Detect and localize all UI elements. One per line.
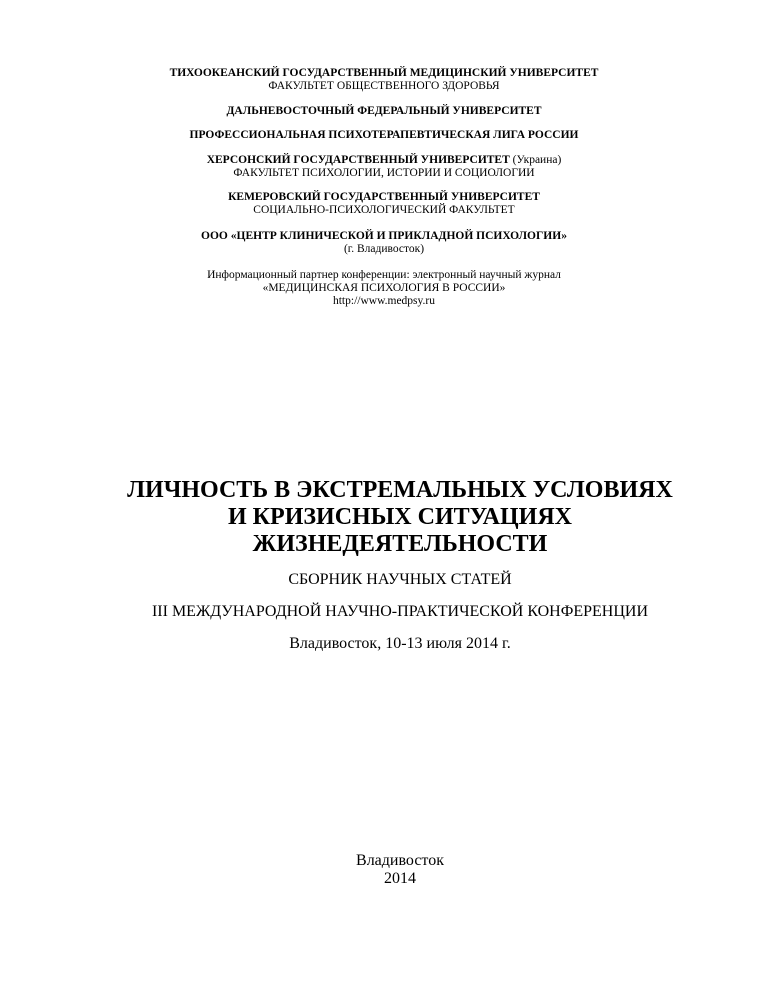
organization-faculty: ФАКУЛЬТЕТ ПСИХОЛОГИИ, ИСТОРИИ И СОЦИОЛОГИИ: [233, 167, 535, 179]
organization-block: [0, 129, 768, 142]
organization-name: [0, 154, 768, 167]
organization-name: ТИХООКЕАНСКИЙ ГОСУДАРСТВЕННЫЙ МЕДИЦИНСКИЙ УНИВЕРСИТЕТ: [169, 67, 599, 79]
book-title-line: И КРИЗИСНЫХ СИТУАЦИЯХ: [227, 504, 572, 530]
organization-name: ПРОФЕССИОНАЛЬНАЯ ПСИХОТЕРАПЕВТИЧЕСКАЯ ЛИГА РОССИИ: [189, 129, 579, 141]
partner-url: http://www.medpsy.ru: [332, 295, 435, 307]
organization-faculty: СОЦИАЛЬНО-ПСИХОЛОГИЧЕСКИЙ ФАКУЛЬТЕТ: [253, 204, 515, 216]
conference-label: III МЕЖДУНАРОДНОЙ НАУЧНО-ПРАКТИЧЕСКОЙ КОНФЕРЕНЦИИ: [151, 603, 649, 620]
organization-name: ДАЛЬНЕВОСТОЧНЫЙ ФЕДЕРАЛЬНЫЙ УНИВЕРСИТЕТ: [226, 105, 542, 117]
book-title: [0, 477, 768, 558]
organization-location: (г. Владивосток): [343, 243, 425, 255]
organization-block: [0, 191, 768, 217]
partner-description: Информационный партнер конференции: электронный научный журнал: [207, 269, 561, 281]
information-partner: [0, 269, 768, 308]
organization-block: [0, 105, 768, 118]
place-and-date: Владивосток, 10-13 июля 2014 г.: [289, 635, 511, 652]
organization-faculty: ФАКУЛЬТЕТ ОБЩЕСТВЕННОГО ЗДОРОВЬЯ: [268, 80, 500, 92]
organization-name: ООО «ЦЕНТР КЛИНИЧЕСКОЙ И ПРИКЛАДНОЙ ПСИХОЛОГИИ»: [201, 230, 567, 242]
book-title-line: ЛИЧНОСТЬ В ЭКСТРЕМАЛЬНЫХ УСЛОВИЯХ: [127, 477, 673, 503]
organization-block: [0, 154, 768, 180]
imprint-year: 2014: [384, 870, 416, 887]
organization-block: [0, 67, 768, 93]
collection-label: СБОРНИК НАУЧНЫХ СТАТЕЙ: [288, 571, 512, 588]
organization-name-text: ХЕРСОНСКИЙ ГОСУДАРСТВЕННЫЙ УНИВЕРСИТЕТ: [206, 154, 510, 166]
organization-name: КЕМЕРОВСКИЙ ГОСУДАРСТВЕННЫЙ УНИВЕРСИТЕТ: [228, 191, 540, 203]
organization-country-note: (Украина): [512, 154, 562, 166]
book-title-line: ЖИЗНЕДЕЯТЕЛЬНОСТИ: [252, 531, 548, 557]
imprint-city: Владивосток: [356, 852, 444, 869]
partner-journal-name: «МЕДИЦИНСКАЯ ПСИХОЛОГИЯ В РОССИИ»: [262, 282, 506, 294]
imprint: [0, 852, 768, 888]
organization-block: [0, 230, 768, 256]
